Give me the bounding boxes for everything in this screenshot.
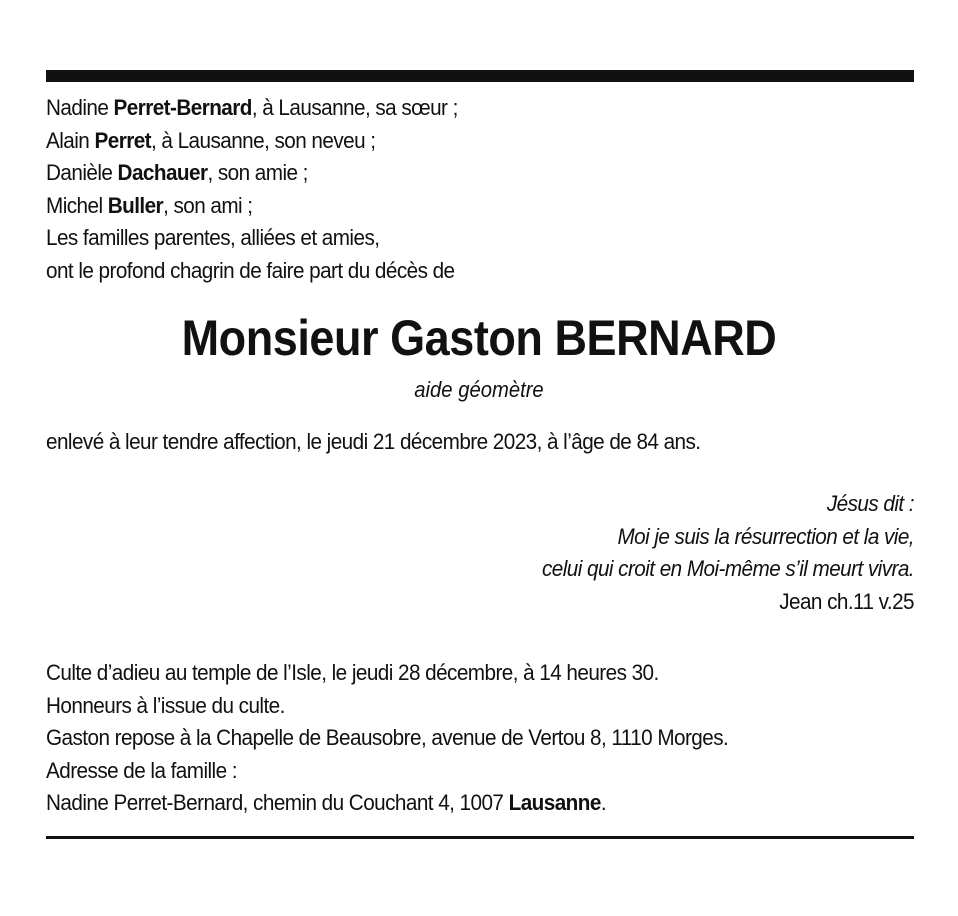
mourner-surname: Dachauer [117,160,208,185]
verse-reference: Jean ch.11 v.25 [779,588,914,614]
family-address-label: Adresse de la famille : [46,757,237,783]
mourner-first-name: Michel [46,192,108,218]
announcement-line: ont le profond chagrin de faire part du décès de [46,257,455,283]
mourners-list [46,92,914,287]
death-details [46,426,914,459]
deceased-name: Monsieur Gaston BERNARD [181,310,777,366]
mourner-line [46,190,845,223]
mourner-line [46,157,845,190]
rest-line: Gaston repose à la Chapelle de Beausobre, avenue de Vertou 8, 1110 Morges. [46,725,729,750]
service-line: Culte d’adieu au temple de l’Isle, le jeudi 28 décembre, à 14 heures 30. [46,660,659,685]
mourner-relation: , à Lausanne, son neveu ; [151,127,376,153]
bottom-rule [46,836,914,839]
honours-line: Honneurs à l’issue du culte. [46,692,285,718]
mourner-relation: , son amie ; [207,160,308,185]
mourner-line [46,125,845,158]
ceremony-details [46,657,914,820]
mourner-surname: Buller [107,192,164,218]
bible-verse [314,488,914,618]
mourner-surname: Perret-Bernard [113,95,252,120]
mourner-first-name: Alain [46,127,95,153]
verse-line-1: Moi je suis la résurrection et la vie, [617,523,914,549]
family-address-street: Nadine Perret-Bernard, chemin du Couchant 4, 1007 [46,790,509,815]
mourner-relation: , à Lausanne, sa sœur ; [251,95,458,120]
mourner-surname: Perret [94,127,152,153]
death-line: enlevé à leur tendre affection, le jeudi 21 décembre 2023, à l’âge de 84 ans. [46,429,701,454]
mourner-first-name: Danièle [46,160,118,185]
mourner-first-name: Nadine [46,95,114,120]
verse-line-2: celui qui croit en Moi-même s’il meurt vivra. [541,556,914,581]
family-address-end: . [600,790,607,815]
verse-intro: Jésus dit : [826,491,914,516]
families-line: Les familles parentes, alliées et amies, [46,225,380,250]
mourner-line [46,92,845,125]
family-address [46,787,845,820]
top-rule [46,70,914,82]
mourner-relation: , son ami ; [163,192,253,218]
family-address-city: Lausanne [508,790,601,815]
deceased-occupation: aide géomètre [414,377,544,402]
